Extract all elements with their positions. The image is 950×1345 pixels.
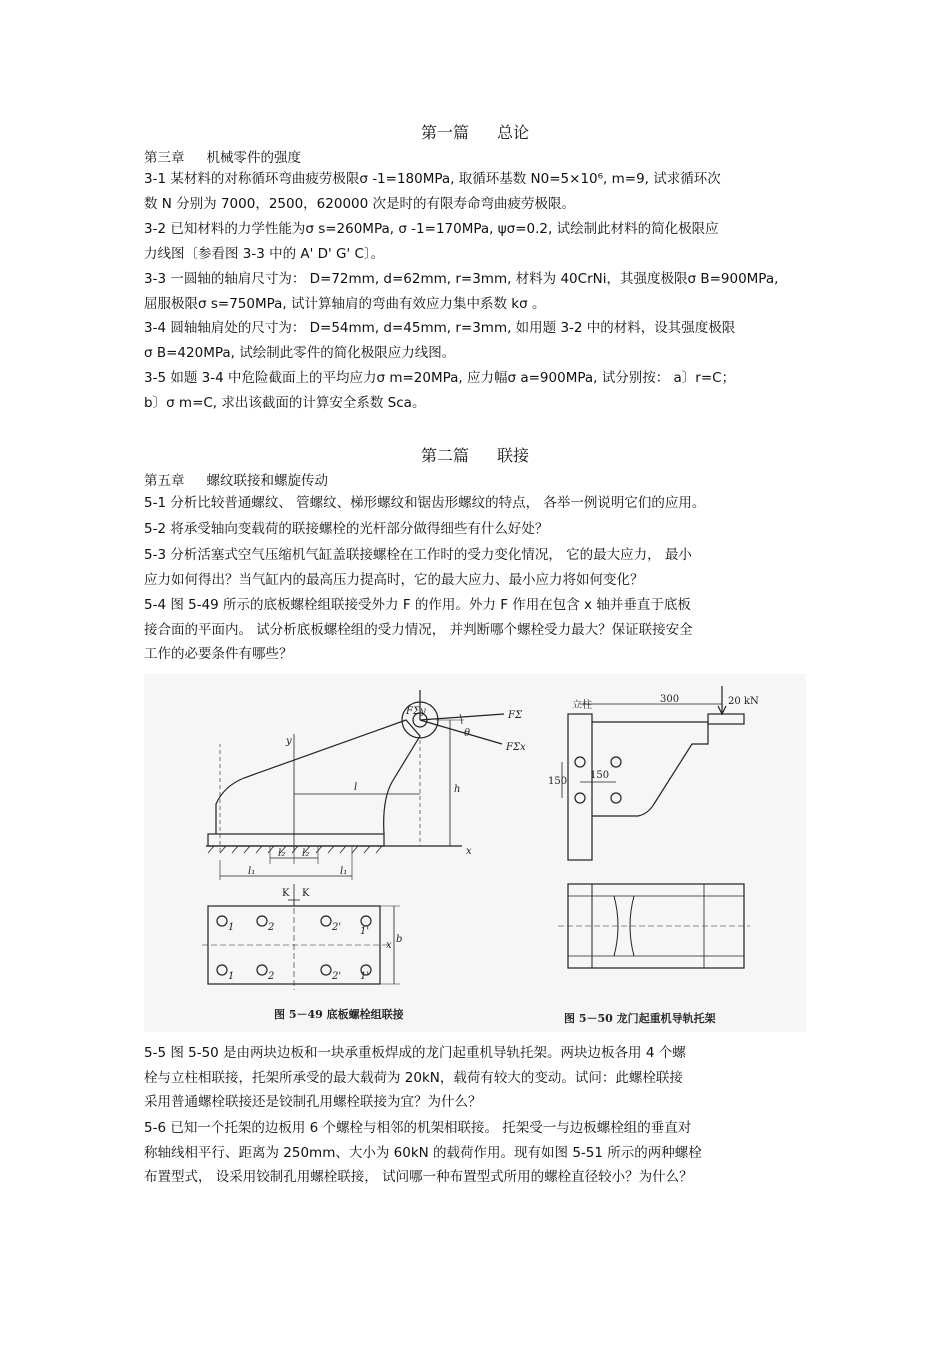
problem-line: 屈服极限σ s=750MPa, 试计算轴肩的弯曲有效应力集中系数 kσ 。 — [144, 295, 546, 312]
chapter5-number: 第五章 — [144, 473, 185, 489]
bracket-body — [216, 720, 420, 834]
part2-title — [0, 443, 950, 466]
problem-line: 接合面的平面内。 试分析底板螺栓组的受力情况， 并判断哪个螺栓受力最大？保证联接安全 — [144, 621, 693, 638]
problem-5-2 — [144, 517, 806, 542]
problem-line: 5-3 分析活塞式空气压缩机气缸盖联接螺栓在工作时的受力变化情况， 它的最大应力， 最小 — [144, 547, 692, 563]
bolt-label: 1 — [228, 922, 235, 933]
problem-3-5 — [144, 366, 806, 415]
problem-line: 3-1 某材料的对称循环弯曲疲劳极限σ -1=180MPa, 取循环基数 N0=5×10⁶, m=9, 试求循环次 — [144, 171, 721, 187]
bolt-label: 1' — [360, 926, 370, 937]
part1-title-number: 第一篇 — [420, 123, 469, 142]
label-dim-150v: 150 — [548, 776, 568, 787]
problem-3-3 — [144, 267, 806, 316]
problem-line: 数 N 分别为 7000，2500，620000 次是时的有限寿命弯曲疲劳极限。 — [144, 195, 576, 212]
figure-5-49-5-50 — [144, 674, 806, 1032]
problem-line: 工作的必要条件有哪些？ — [144, 646, 293, 662]
part1-title — [0, 120, 950, 143]
problem-line: 3-3 一圆轴的轴肩尺寸为： D=72mm, d=62mm, r=3mm, 材料为 40CrNi，其强度极限σ B=900MPa, — [144, 271, 779, 287]
side-plate — [592, 722, 708, 816]
chapter5-name: 螺纹联接和螺旋传动 — [206, 473, 328, 489]
bolt-label: 2' — [332, 922, 342, 933]
problem-line: 3-2 已知材料的力学性能为σ s=260MPa, σ -1=170MPa, ψσ=0.2, 试绘制此材料的简化极限应 — [144, 221, 719, 237]
problem-line: 5-6 已知一个托架的边板用 6 个螺栓与相邻的机架相联接。 托架受一与边板螺栓组的垂直对 — [144, 1120, 692, 1136]
problem-line: 5-2 将承受轴向变载荷的联接螺栓的光杆部分做得细些有什么好处？ — [144, 521, 549, 537]
problem-line: 力线图〔参看图 3-3 中的 A' D' G' C〕。 — [144, 245, 385, 262]
label-l2-right: l₂ — [302, 848, 310, 859]
label-y: y — [286, 736, 292, 747]
force-fsx-arrow — [420, 720, 502, 744]
part1-title-name: 总论 — [497, 123, 530, 142]
problem-5-4 — [144, 593, 806, 667]
label-b: b — [396, 934, 403, 945]
figure-drawing — [144, 674, 806, 1032]
label-k-left: K — [282, 888, 290, 899]
part2-title-number: 第二篇 — [420, 446, 469, 465]
part2-title-name: 联接 — [497, 446, 530, 465]
force-fs-arrow — [420, 714, 504, 720]
caption-fig-5-50: 图 5－50 龙门起重机导轨托架 — [564, 1012, 716, 1025]
bolt-label: 2 — [268, 971, 275, 982]
rail — [708, 714, 744, 724]
label-fs: FΣ — [508, 710, 523, 721]
bolt-label: 2' — [332, 971, 342, 982]
label-dim-150h: 150 — [590, 770, 610, 781]
column-post — [568, 714, 592, 860]
label-column: 立柱 — [572, 700, 592, 711]
problem-line: 5-4 图 5-49 所示的底板螺栓组联接受外力 F 的作用。外力 F 作用在包含 x 轴并垂直于底板 — [144, 597, 691, 613]
problem-5-5 — [144, 1041, 806, 1115]
problem-5-1 — [144, 491, 806, 516]
label-k-right: K — [302, 888, 310, 899]
bolt-label: 2 — [268, 922, 275, 933]
label-l1-right: l₁ — [340, 866, 348, 877]
problem-line: 布置型式， 设采用铰制孔用螺栓联接， 试问哪一种布置型式所用的螺栓直径较小？为什么？ — [144, 1169, 693, 1185]
problem-line: 栓与立柱相联接，托架所承受的最大载荷为 20kN，载荷有较大的变动。试问：此螺栓联接 — [144, 1069, 683, 1086]
label-fsx: FΣx — [506, 742, 526, 753]
problem-3-4 — [144, 316, 806, 365]
label-h: h — [454, 784, 461, 795]
chapter3-heading — [144, 146, 301, 166]
problem-line: 5-5 图 5-50 是由两块边板和一块承重板焊成的龙门起重机导轨托架。两块边板各用 4 个螺 — [144, 1045, 686, 1061]
label-l1-left: l₁ — [248, 866, 256, 877]
problem-line: 3-5 如题 3-4 中危险截面上的平均应力σ m=20MPa, 应力幅σ a=900MPa, 试分别按： a〕r=C； — [144, 370, 736, 386]
problem-line: 应力如何得出？当气缸内的最高压力提高时，它的最大应力、最小应力将如何变化？ — [144, 571, 644, 588]
chapter3-name: 机械零件的强度 — [206, 150, 301, 166]
bolt-label: 1' — [360, 971, 370, 982]
label-dim-300: 300 — [660, 694, 680, 705]
label-load: 20 kN — [728, 696, 759, 707]
chapter5-heading — [144, 469, 328, 489]
label-l2-left: l₂ — [278, 848, 286, 859]
caption-fig-5-49: 图 5－49 底板螺栓组联接 — [274, 1008, 404, 1021]
problem-line: 称轴线相平行、距离为 250mm、大小为 60kN 的载荷作用。现有如图 5-51 所示的两种螺栓 — [144, 1144, 702, 1161]
problem-3-1 — [144, 167, 806, 216]
problem-line: 采用普通螺栓联接还是铰制孔用螺栓联接为宜？为什么？ — [144, 1094, 482, 1110]
bolt-label: 1 — [228, 971, 235, 982]
chapter3-number: 第三章 — [144, 150, 185, 166]
label-x-side: x — [466, 846, 472, 857]
problem-line: 5-1 分析比较普通螺纹、 管螺纹、梯形螺纹和锯齿形螺纹的特点， 各举一例说明它们的应用。 — [144, 495, 706, 511]
problem-line: b〕σ m=C, 求出该截面的计算安全系数 Sca。 — [144, 394, 426, 411]
label-l: l — [354, 782, 358, 793]
problem-5-6 — [144, 1116, 806, 1190]
label-theta: θ — [464, 728, 471, 739]
label-x-plan: x — [386, 940, 392, 951]
problem-line: σ B=420MPa, 试绘制此零件的简化极限应力线图。 — [144, 344, 456, 361]
ground-hatching — [208, 846, 382, 853]
label-fsy: FΣy — [406, 706, 426, 717]
problem-5-3 — [144, 543, 806, 592]
base-plate — [208, 834, 384, 846]
problem-3-2 — [144, 217, 806, 266]
problem-line: 3-4 圆轴轴肩处的尺寸为： D=54mm, d=45mm, r=3mm, 如用题 3-2 中的材料，设其强度极限 — [144, 320, 736, 336]
